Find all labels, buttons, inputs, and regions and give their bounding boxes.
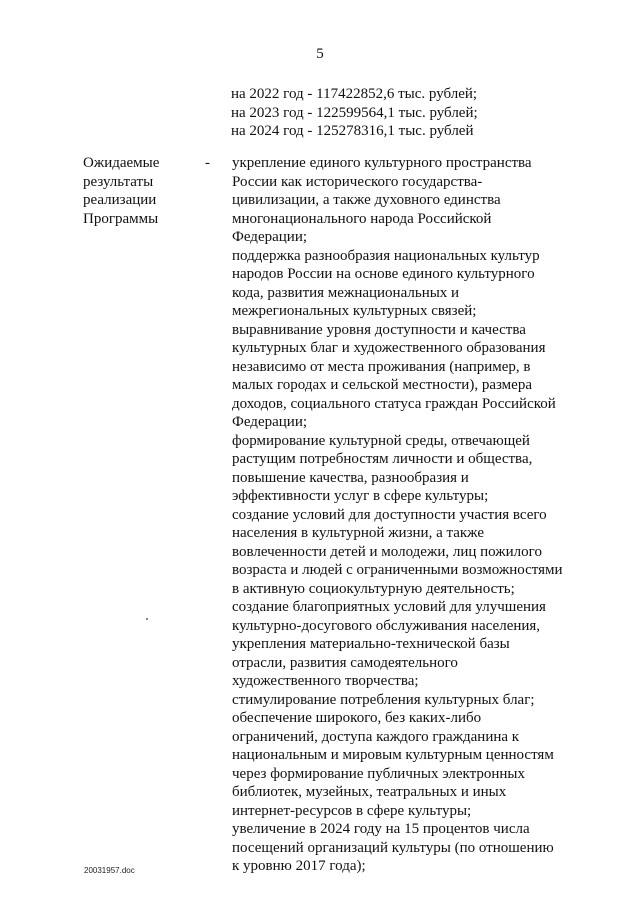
results-line: народов России на основе единого культурного (232, 266, 535, 282)
funding-block (231, 85, 591, 141)
results-line: отрасли, развития самодеятельного (232, 654, 458, 671)
results-line: через формирование публичных электронных (232, 765, 526, 782)
results-line: растущим потребностям личности и общества, (232, 451, 533, 467)
results-line: обеспечение широкого, без каких-либо (232, 710, 482, 726)
results-line: создание благоприятных условий для улучшения (232, 599, 546, 615)
results-line: интернет-ресурсов в сфере культуры; (232, 802, 472, 819)
results-line: в активную социокультурную деятельность; (232, 580, 515, 597)
results-line: эффективности услуг в сфере культуры; (232, 488, 489, 504)
results-line: культурно-досугового обслуживания населения, (232, 617, 541, 634)
results-line: независимо от места проживания (например, в (232, 358, 531, 375)
results-label-line: Программы (83, 210, 159, 227)
funding-line: на 2023 год - 122599564,1 тыс. рублей; (231, 104, 478, 121)
results-line: выравнивание уровня доступности и качества (232, 321, 526, 338)
results-label-line: Ожидаемые (83, 155, 160, 171)
results-line: посещений организаций культуры (по отношению (232, 839, 554, 856)
results-line: поддержка разнообразия национальных культур (232, 247, 540, 264)
page-number: 5 (316, 46, 324, 62)
results-line: повышение качества, разнообразия и (232, 469, 469, 486)
results-line: укрепление единого культурного пространства (232, 155, 532, 171)
results-line: библиотек, музейных, театральных и иных (232, 784, 507, 800)
results-line: многонационального народа Российской (232, 210, 492, 227)
results-line: Федерации; (232, 229, 308, 245)
results-line: увеличение в 2024 году на 15 процентов числа (232, 821, 530, 837)
results-line: возраста и людей с ограниченными возможностями (232, 562, 563, 578)
results-line: ограничений, доступа каждого гражданина к (232, 728, 520, 745)
results-line: России как исторического государства- (232, 173, 483, 190)
results-line: Федерации; (232, 414, 308, 430)
funding-line: на 2024 год - 125278316,1 тыс. рублей (231, 123, 474, 139)
results-label (83, 154, 203, 228)
file-name-footer: 20031957.doc (84, 866, 135, 875)
results-line: культурных благ и художественного образования (232, 340, 546, 356)
results-line: художественного творчества; (232, 673, 419, 689)
results-label-line: результаты (83, 173, 154, 190)
label-dash: - (205, 155, 210, 171)
results-line: межрегиональных культурных связей; (232, 303, 477, 319)
results-line: национальным и мировым культурным ценностям (232, 747, 554, 763)
results-line: доходов, социального статуса граждан Российской (232, 395, 556, 412)
scan-speck (146, 618, 148, 620)
results-label-line: реализации (83, 192, 157, 208)
results-line: формирование культурной среды, отвечающей (232, 432, 530, 449)
funding-line: на 2022 год - 117422852,6 тыс. рублей; (231, 86, 478, 102)
results-text (232, 154, 582, 876)
results-line: населения в культурной жизни, а также (232, 525, 484, 541)
results-line: кода, развития межнациональных и (232, 284, 460, 301)
results-line: укрепления материально-технической базы (232, 636, 510, 652)
results-line: малых городах и сельской местности), размера (232, 377, 532, 393)
results-line: цивилизации, а также духовного единства (232, 192, 501, 208)
results-line: стимулирование потребления культурных благ; (232, 691, 535, 708)
results-line: вовлеченности детей и молодежи, лиц пожилого (232, 543, 542, 560)
results-line: создание условий для доступности участия всего (232, 506, 547, 523)
results-line: к уровню 2017 года); (232, 858, 366, 874)
